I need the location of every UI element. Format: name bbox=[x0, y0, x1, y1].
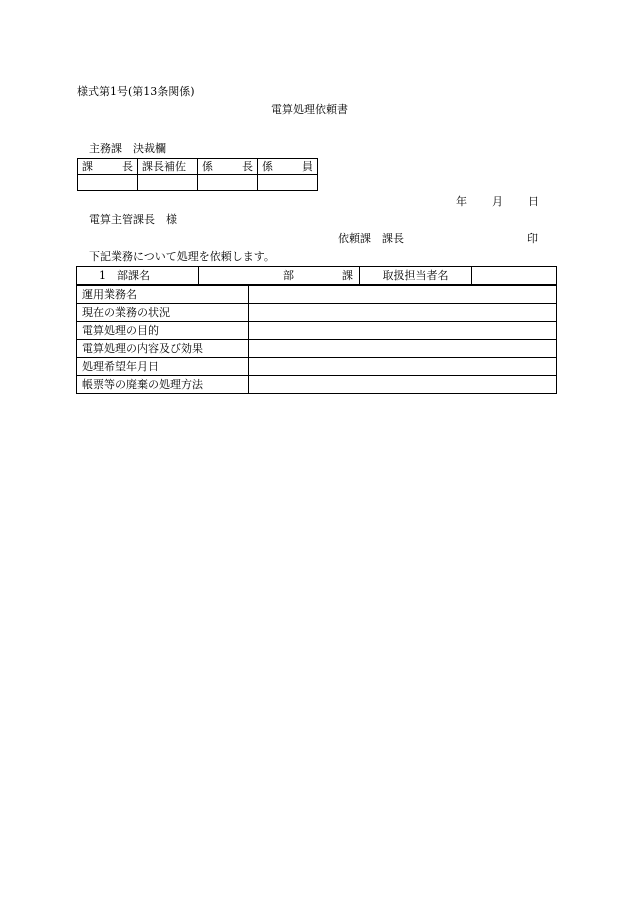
approval-header-row bbox=[78, 159, 318, 175]
approval-stamp-row bbox=[78, 175, 318, 191]
details-row bbox=[77, 304, 557, 322]
department-row-table bbox=[76, 266, 557, 285]
date-month-label: 月 bbox=[492, 195, 503, 208]
details-value-cell[interactable] bbox=[249, 358, 557, 376]
details-table bbox=[76, 285, 557, 394]
approval-stamp-cell[interactable] bbox=[258, 175, 318, 191]
details-label: 現在の業務の状況 bbox=[77, 304, 249, 322]
bu-label: 部 bbox=[283, 269, 294, 282]
details-row bbox=[77, 322, 557, 340]
details-label: 運用業務名 bbox=[77, 286, 249, 304]
approval-header-kacho: 課 長 bbox=[78, 159, 138, 175]
details-row bbox=[77, 376, 557, 394]
date-day-label: 日 bbox=[528, 195, 539, 208]
date-year-label: 年 bbox=[456, 195, 467, 208]
details-label: 帳票等の廃棄の処理方法 bbox=[77, 376, 249, 394]
form-title: 電算処理依頼書 bbox=[271, 103, 348, 116]
approval-box bbox=[77, 158, 318, 191]
details-label: 電算処理の内容及び効果 bbox=[77, 340, 249, 358]
details-value-cell[interactable] bbox=[249, 304, 557, 322]
addressee: 電算主管課長 様 bbox=[89, 213, 177, 226]
details-value-cell[interactable] bbox=[249, 286, 557, 304]
approval-header-kakariin: 係 員 bbox=[258, 159, 318, 175]
approval-caption: 主務課 決裁欄 bbox=[89, 142, 166, 155]
approval-stamp-cell[interactable] bbox=[78, 175, 138, 191]
approval-stamp-cell[interactable] bbox=[198, 175, 258, 191]
seal-mark: 印 bbox=[527, 232, 538, 245]
details-row bbox=[77, 340, 557, 358]
details-row bbox=[77, 358, 557, 376]
intro-text: 下記業務について処理を依頼します。 bbox=[89, 250, 275, 263]
department-item-label: 1 部課名 bbox=[77, 267, 199, 285]
details-value-cell[interactable] bbox=[249, 340, 557, 358]
contact-name-cell[interactable] bbox=[472, 267, 557, 285]
details-row bbox=[77, 286, 557, 304]
department-name-cell[interactable] bbox=[199, 267, 360, 285]
approval-header-kakaricho: 係 長 bbox=[198, 159, 258, 175]
department-row bbox=[77, 267, 557, 285]
approval-stamp-cell[interactable] bbox=[138, 175, 198, 191]
approval-header-kacho-hosa: 課長補佐 bbox=[138, 159, 198, 175]
form-number: 様式第1号(第13条関係) bbox=[77, 85, 195, 98]
ka-label: 課 bbox=[342, 269, 353, 282]
details-label: 電算処理の目的 bbox=[77, 322, 249, 340]
details-value-cell[interactable] bbox=[249, 376, 557, 394]
requester-label: 依頼課 課長 bbox=[338, 232, 404, 245]
details-value-cell[interactable] bbox=[249, 322, 557, 340]
contact-label: 取扱担当者名 bbox=[360, 267, 472, 285]
details-label: 処理希望年月日 bbox=[77, 358, 249, 376]
